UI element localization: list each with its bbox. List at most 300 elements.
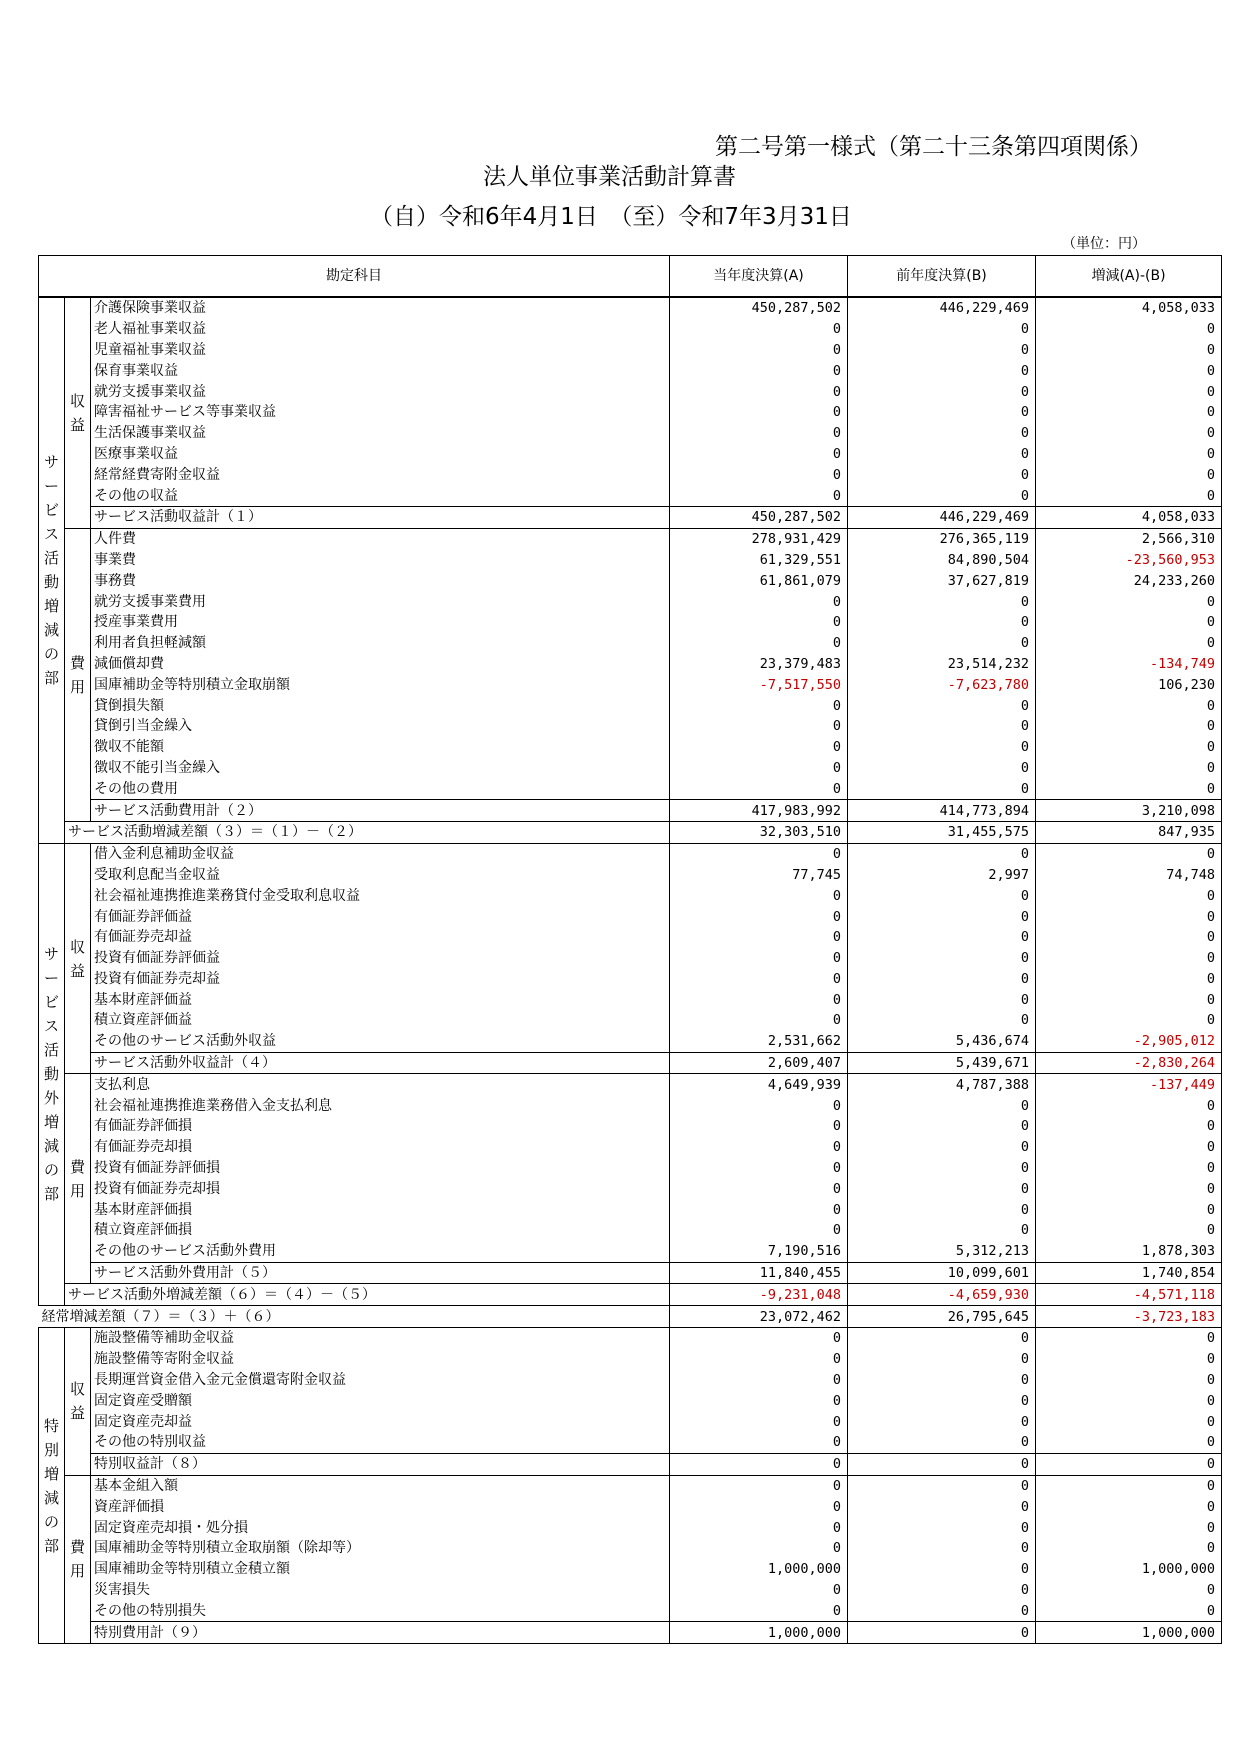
table-row [39,737,1222,758]
previous-amount: 276,365,119 [848,528,1036,549]
account-name: 特別収益計（８） [91,1453,670,1475]
previous-amount: 0 [848,758,1036,779]
account-name: 資産評価損 [94,1498,164,1515]
current-amount: 32,303,510 [670,821,848,843]
account-name: 保育事業収益 [94,362,178,379]
current-amount: -7,517,550 [670,674,848,695]
account-name: 老人福祉事業収益 [94,321,206,338]
difference-amount: 0 [1036,927,1222,948]
difference-amount: 0 [1036,1137,1222,1158]
previous-amount: 0 [848,444,1036,465]
account-name: 就労支援事業収益 [94,383,206,400]
section-label-text: サービス活動増減の部 [43,453,59,688]
account-name: 積立資産評価益 [94,1012,192,1029]
previous-amount: 0 [848,591,1036,612]
table-row [39,1178,1222,1199]
difference-amount: 0 [1036,485,1222,506]
table-row [39,865,1222,886]
account-name: 介護保険事業収益 [94,300,206,317]
difference-amount: 0 [1036,885,1222,906]
table-row [39,927,1222,948]
account-name: 人件費 [94,531,136,548]
difference-amount: 3,210,098 [1036,800,1222,822]
account-name: 利用者負担軽減額 [94,635,206,652]
current-amount: 450,287,502 [670,297,848,319]
difference-amount: 0 [1036,1178,1222,1199]
account-name: 児童福祉事業収益 [94,341,206,358]
difference-amount: 0 [1036,444,1222,465]
subtotal-row [39,1052,1222,1074]
account-name: 施設整備等補助金収益 [94,1330,234,1347]
previous-amount: 0 [848,633,1036,654]
current-amount: 0 [670,1411,848,1432]
table-row [39,1199,1222,1220]
account-name: 固定資産受贈額 [94,1392,192,1409]
previous-amount: 5,312,213 [848,1241,1036,1262]
current-amount: 278,931,429 [670,528,848,549]
table-row [39,1220,1222,1241]
previous-amount: 0 [848,1010,1036,1031]
previous-amount: -4,659,930 [848,1284,1036,1306]
previous-amount: 26,795,645 [848,1306,1036,1328]
current-amount: 450,287,502 [670,506,848,528]
table-row [39,485,1222,506]
account-name: 長期運営資金借入金元金償還寄附金収益 [94,1372,346,1389]
previous-amount: 0 [848,319,1036,340]
current-amount: 0 [670,1600,848,1621]
current-amount: 0 [670,843,848,864]
category-label [65,528,91,821]
table-row [39,340,1222,361]
difference-amount: 0 [1036,778,1222,799]
difference-amount: 0 [1036,381,1222,402]
current-amount: 1,000,000 [670,1559,848,1580]
section-label [39,843,65,1306]
table-row [39,1116,1222,1137]
difference-amount: 0 [1036,1538,1222,1559]
current-amount: -9,231,048 [670,1284,848,1306]
difference-amount: 1,000,000 [1036,1622,1222,1644]
previous-amount: 446,229,469 [848,297,1036,319]
previous-amount: 0 [848,1559,1036,1580]
table-row [39,1538,1222,1559]
category-label-text: 費用 [69,1538,85,1581]
table-row [39,1010,1222,1031]
previous-amount: 0 [848,695,1036,716]
account-name: その他のサービス活動外収益 [94,1033,276,1050]
section-label [39,297,65,843]
current-amount: 0 [670,1328,848,1349]
account-name: 事務費 [94,572,136,589]
account-name: 社会福祉連携推進業務借入金支払利息 [94,1097,332,1114]
difference-amount: 0 [1036,1370,1222,1391]
section-label-text: 特別増減の部 [43,1416,59,1555]
account-name: その他の特別損失 [94,1602,206,1619]
account-name: 国庫補助金等特別積立金取崩額 [94,676,290,693]
account-name: 有価証券評価損 [94,1118,192,1135]
table-row [39,1517,1222,1538]
table-row [39,1328,1222,1349]
difference-amount: 0 [1036,1580,1222,1601]
current-amount: 0 [670,1116,848,1137]
difference-amount: 0 [1036,340,1222,361]
difference-amount: 0 [1036,758,1222,779]
difference-amount: 0 [1036,1432,1222,1453]
current-amount: 0 [670,381,848,402]
table-row [39,695,1222,716]
previous-amount: 0 [848,1453,1036,1475]
account-name: その他のサービス活動外費用 [94,1243,276,1260]
table-row [39,1349,1222,1370]
current-amount: 0 [670,633,848,654]
difference-amount: -23,560,953 [1036,550,1222,571]
current-amount: 0 [670,1137,848,1158]
table-row [39,1241,1222,1262]
account-name: 有価証券売却損 [94,1139,192,1156]
current-amount: 0 [670,319,848,340]
difference-amount: 0 [1036,1475,1222,1496]
current-amount: 7,190,516 [670,1241,848,1262]
current-amount: 0 [670,948,848,969]
current-amount: 2,531,662 [670,1031,848,1052]
difference-amount: -2,905,012 [1036,1031,1222,1052]
account-name: 有価証券評価益 [94,908,192,925]
account-name: 特別費用計（９） [91,1622,670,1644]
account-name: 施設整備等寄附金収益 [94,1351,234,1368]
table-row [39,716,1222,737]
difference-amount: 0 [1036,423,1222,444]
current-amount: 0 [670,612,848,633]
account-name: 徴収不能額 [94,739,164,756]
difference-amount: 0 [1036,1600,1222,1621]
current-amount: 0 [670,402,848,423]
account-name: 社会福祉連携推進業務貸付金受取利息収益 [94,887,360,904]
difference-amount: 4,058,033 [1036,297,1222,319]
col-header-current: 当年度決算(A) [670,256,848,298]
difference-amount: 1,740,854 [1036,1262,1222,1284]
category-label [65,1475,91,1643]
current-amount: 0 [670,737,848,758]
current-amount: 0 [670,464,848,485]
table-header-row [39,256,1222,298]
difference-amount: -137,449 [1036,1074,1222,1095]
current-amount: 0 [670,778,848,799]
fiscal-period: （自）令和6年4月1日 （至）令和7年3月31日 [370,204,852,230]
category-label-text: 収益 [69,937,85,980]
account-name: その他の収益 [94,487,178,504]
account-name: 貸倒引当金繰入 [94,718,192,735]
current-amount: 0 [670,1538,848,1559]
table-row [39,319,1222,340]
col-header-previous: 前年度決算(B) [848,256,1036,298]
table-row [39,843,1222,864]
unit-label: （単位：円） [1062,236,1146,252]
table-row [39,969,1222,990]
table-row [39,528,1222,549]
category-label-text: 収益 [69,391,85,434]
previous-amount: 0 [848,1178,1036,1199]
col-header-account: 勘定科目 [39,256,670,298]
previous-amount: 84,890,504 [848,550,1036,571]
previous-amount: 0 [848,612,1036,633]
account-name: サービス活動外費用計（５） [91,1262,670,1284]
table-row [39,633,1222,654]
difference-row [39,1284,1222,1306]
previous-amount: 0 [848,485,1036,506]
account-name: 基本金組入額 [94,1478,178,1495]
difference-amount: 0 [1036,716,1222,737]
current-amount: 61,329,551 [670,550,848,571]
difference-amount: 2,566,310 [1036,528,1222,549]
difference-amount: 0 [1036,633,1222,654]
current-amount: 0 [670,360,848,381]
subtotal-row [39,1262,1222,1284]
difference-amount: 0 [1036,1158,1222,1179]
current-amount: 0 [670,1580,848,1601]
current-amount: 1,000,000 [670,1622,848,1644]
current-amount: 417,983,992 [670,800,848,822]
previous-amount: 0 [848,1328,1036,1349]
table-row [39,1158,1222,1179]
account-name: 基本財産評価損 [94,1201,192,1218]
previous-amount: 0 [848,381,1036,402]
difference-amount: 847,935 [1036,821,1222,843]
current-amount: 0 [670,885,848,906]
table-row [39,1074,1222,1095]
category-label [65,1328,91,1476]
difference-amount: 0 [1036,969,1222,990]
account-name: 受取利息配当金収益 [94,866,220,883]
previous-amount: 0 [848,1622,1036,1644]
account-name: 就労支援事業費用 [94,593,206,610]
current-amount: 0 [670,485,848,506]
previous-amount: 0 [848,737,1036,758]
account-name: サービス活動費用計（２） [91,800,670,822]
table-row [39,1411,1222,1432]
table-row [39,1475,1222,1496]
table-row [39,674,1222,695]
account-name: 徴収不能引当金繰入 [94,759,220,776]
previous-amount: 0 [848,360,1036,381]
account-name: 投資有価証券売却損 [94,1180,220,1197]
table-row [39,1432,1222,1453]
current-amount: 0 [670,906,848,927]
current-amount: 0 [670,1517,848,1538]
difference-amount: 1,878,303 [1036,1241,1222,1262]
account-name: 貸倒損失額 [94,697,164,714]
difference-amount: 0 [1036,464,1222,485]
table-body [39,297,1222,1644]
current-amount: 0 [670,1220,848,1241]
difference-amount: 0 [1036,1453,1222,1475]
account-name: 生活保護事業収益 [94,425,206,442]
current-amount: 0 [670,340,848,361]
table-row [39,654,1222,675]
previous-amount: 0 [848,340,1036,361]
table-row [39,1600,1222,1621]
current-amount: 0 [670,1475,848,1496]
account-name: 障害福祉サービス等事業収益 [94,404,276,421]
difference-amount: 0 [1036,1328,1222,1349]
current-amount: 2,609,407 [670,1052,848,1074]
difference-amount: -2,830,264 [1036,1052,1222,1074]
previous-amount: 0 [848,989,1036,1010]
account-name: 固定資産売却益 [94,1413,192,1430]
account-name: サービス活動外増減差額（６）＝（４）－（５） [65,1284,670,1306]
difference-amount: 0 [1036,360,1222,381]
difference-amount: 0 [1036,1199,1222,1220]
previous-amount: 0 [848,1475,1036,1496]
table-row [39,360,1222,381]
category-label-text: 収益 [69,1380,85,1423]
difference-amount: 1,000,000 [1036,1559,1222,1580]
previous-amount: 0 [848,716,1036,737]
previous-amount: 0 [848,885,1036,906]
previous-amount: 0 [848,1580,1036,1601]
difference-amount: 0 [1036,1116,1222,1137]
difference-amount: -4,571,118 [1036,1284,1222,1306]
current-amount: 0 [670,1010,848,1031]
difference-amount: 0 [1036,1390,1222,1411]
previous-amount: 0 [848,1137,1036,1158]
difference-amount: 0 [1036,1411,1222,1432]
previous-amount: 0 [848,1600,1036,1621]
current-amount: 11,840,455 [670,1262,848,1284]
previous-amount: 446,229,469 [848,506,1036,528]
difference-amount: 24,233,260 [1036,570,1222,591]
current-amount: 0 [670,423,848,444]
previous-amount: 0 [848,843,1036,864]
current-amount: 77,745 [670,865,848,886]
difference-amount: -134,749 [1036,654,1222,675]
previous-amount: 0 [848,1116,1036,1137]
col-header-diff: 増減(A)-(B) [1036,256,1222,298]
form-reference: 第二号第一様式（第二十三条第四項関係） [715,134,1152,160]
difference-amount: 0 [1036,948,1222,969]
table-row [39,989,1222,1010]
table-row [39,297,1222,319]
previous-amount: 0 [848,464,1036,485]
current-amount: 0 [670,758,848,779]
current-amount: 0 [670,695,848,716]
account-name: その他の費用 [94,780,178,797]
difference-amount: 0 [1036,591,1222,612]
difference-amount: 0 [1036,989,1222,1010]
previous-amount: 0 [848,1496,1036,1517]
current-amount: 0 [670,1370,848,1391]
difference-amount: 0 [1036,1010,1222,1031]
table-row [39,1137,1222,1158]
previous-amount: 0 [848,1538,1036,1559]
previous-amount: 0 [848,1370,1036,1391]
table-row [39,402,1222,423]
ordinary-difference-row [39,1306,1222,1328]
account-name: 事業費 [94,551,136,568]
account-name: 国庫補助金等特別積立金取崩額（除却等） [94,1540,360,1557]
account-name: 固定資産売却損・処分損 [94,1519,248,1536]
current-amount: 0 [670,444,848,465]
account-name: 経常経費寄附金収益 [94,466,220,483]
previous-amount: 0 [848,1220,1036,1241]
table-row [39,591,1222,612]
section-label [39,1328,65,1644]
previous-amount: 5,436,674 [848,1031,1036,1052]
difference-amount: 0 [1036,319,1222,340]
difference-amount: 0 [1036,1349,1222,1370]
current-amount: 4,649,939 [670,1074,848,1095]
table-row [39,550,1222,571]
account-name: 借入金利息補助金収益 [94,846,234,863]
subtotal-row [39,1453,1222,1475]
current-amount: 0 [670,1349,848,1370]
table-row [39,1390,1222,1411]
category-label-text: 費用 [69,653,85,696]
table-row [39,1496,1222,1517]
previous-amount: 0 [848,969,1036,990]
previous-amount: 2,997 [848,865,1036,886]
current-amount: 0 [670,1453,848,1475]
category-label [65,843,91,1074]
previous-amount: 0 [848,948,1036,969]
current-amount: 61,861,079 [670,570,848,591]
table-row [39,906,1222,927]
current-amount: 23,379,483 [670,654,848,675]
previous-amount: 0 [848,1411,1036,1432]
account-name: 有価証券売却益 [94,929,192,946]
account-name: 減価償却費 [94,655,164,672]
account-name: 投資有価証券評価損 [94,1160,220,1177]
difference-amount: 0 [1036,737,1222,758]
account-name: 医療事業収益 [94,445,178,462]
previous-amount: 0 [848,1349,1036,1370]
previous-amount: 414,773,894 [848,800,1036,822]
difference-amount: 0 [1036,1517,1222,1538]
table-row [39,1559,1222,1580]
account-name: 基本財産評価益 [94,991,192,1008]
account-name: 経常増減差額（７）＝（３）＋（６） [39,1306,670,1328]
difference-amount: 0 [1036,1095,1222,1116]
current-amount: 0 [670,1095,848,1116]
difference-amount: 0 [1036,1496,1222,1517]
previous-amount: 0 [848,1517,1036,1538]
difference-row [39,821,1222,843]
account-name: サービス活動収益計（１） [91,506,670,528]
table-row [39,948,1222,969]
current-amount: 0 [670,591,848,612]
current-amount: 0 [670,1390,848,1411]
category-label [65,1074,91,1284]
account-name: サービス活動増減差額（３）＝（１）－（２） [65,821,670,843]
account-name: 投資有価証券評価益 [94,950,220,967]
current-amount: 0 [670,969,848,990]
previous-amount: 4,787,388 [848,1074,1036,1095]
account-name: 投資有価証券売却益 [94,970,220,987]
section-label-text: サービス活動外増減の部 [43,945,59,1204]
table-row [39,885,1222,906]
difference-amount: 4,058,033 [1036,506,1222,528]
document-title: 法人単位事業活動計算書 [483,164,736,190]
account-name: 積立資産評価損 [94,1222,192,1239]
table-row [39,423,1222,444]
current-amount: 23,072,462 [670,1306,848,1328]
previous-amount: 0 [848,1095,1036,1116]
previous-amount: 10,099,601 [848,1262,1036,1284]
previous-amount: 23,514,232 [848,654,1036,675]
table-row [39,444,1222,465]
account-name: 災害損失 [94,1582,150,1598]
current-amount: 0 [670,1178,848,1199]
previous-amount: 0 [848,1158,1036,1179]
